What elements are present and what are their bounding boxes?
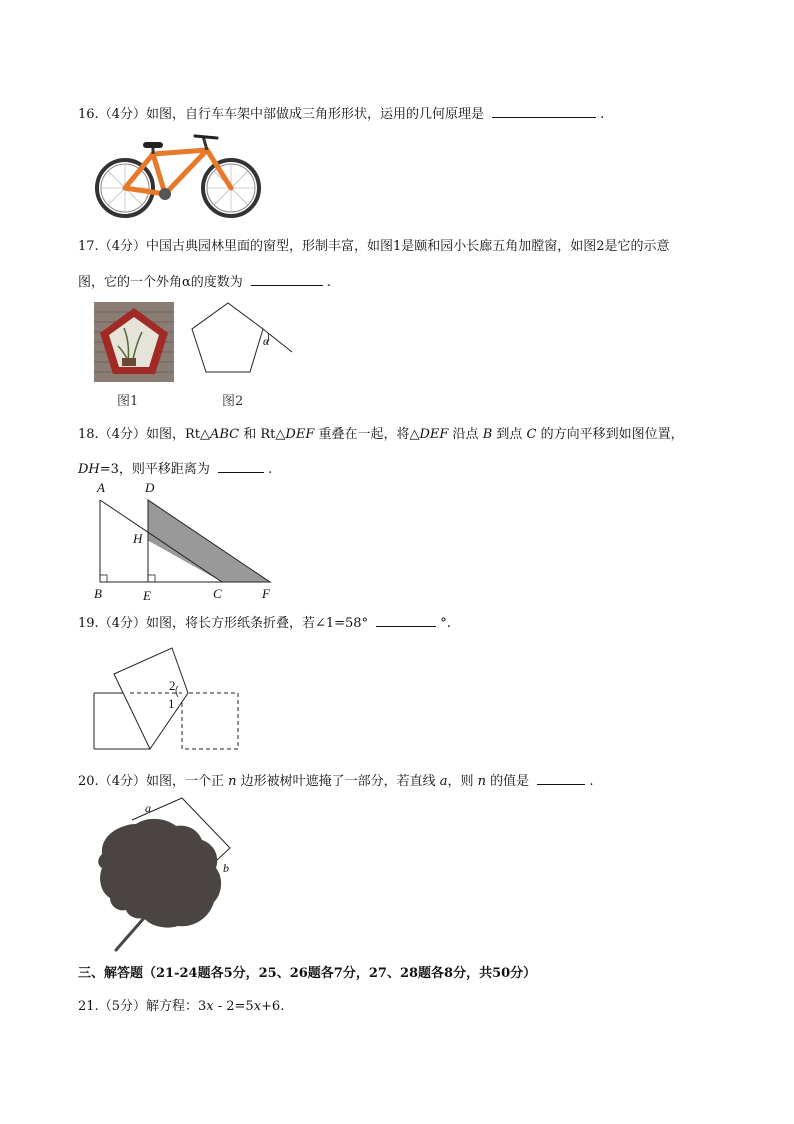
label-h: H xyxy=(133,531,143,546)
score: （4分） xyxy=(98,774,146,789)
line-a-label: a xyxy=(145,801,151,815)
figure-1-caption: 图1 xyxy=(117,394,139,409)
question-text: ，则 xyxy=(447,774,478,789)
period: . xyxy=(326,275,332,290)
question-text: +6. xyxy=(261,999,285,1014)
score: （5分） xyxy=(98,999,146,1014)
question-18-line-1 xyxy=(78,426,684,444)
angle-1-label: 1 xyxy=(168,696,175,711)
angle-2-label: 2 xyxy=(169,678,176,693)
label-f: F xyxy=(262,586,270,601)
question-text: 如图，自行车车架中部做成三角形形状，运用的几何原理是 xyxy=(145,107,484,122)
period: . xyxy=(600,107,605,122)
answer-blank xyxy=(218,458,264,473)
question-21 xyxy=(78,998,284,1016)
question-18-line-2 xyxy=(78,458,272,479)
question-text: 到点 xyxy=(492,427,527,442)
answer-blank xyxy=(537,770,585,785)
point-b: B xyxy=(482,427,493,442)
question-text: 解方程：3 xyxy=(145,999,207,1014)
question-number: 16. xyxy=(78,107,99,122)
question-text: 图，它的一个外角α的度数为 xyxy=(78,275,243,290)
question-text: 沿点 xyxy=(448,427,483,442)
section-3-heading: 三、解答题（21-24题各5分，25、26题各7分，27、28题各8分，共50分） xyxy=(78,966,537,981)
segment-dh: DH xyxy=(78,462,100,477)
variable-a: a xyxy=(439,774,448,789)
score: （4分） xyxy=(98,239,146,254)
label-e: E xyxy=(143,588,151,603)
question-number: 17. xyxy=(78,239,99,254)
period: . xyxy=(446,616,451,631)
label-c: C xyxy=(213,586,222,601)
score: （4分） xyxy=(98,616,146,631)
question-text: =3，则平移距离为 xyxy=(99,462,210,477)
label-d: D xyxy=(145,480,155,495)
question-19 xyxy=(78,612,451,633)
question-text: 如图，Rt△ xyxy=(145,427,210,442)
period: . xyxy=(268,462,273,477)
question-number: 20. xyxy=(78,774,99,789)
triangle-def: DEF xyxy=(285,427,315,442)
question-text: 的值是 xyxy=(486,774,530,789)
figure-2-caption: 图2 xyxy=(222,394,244,409)
period: . xyxy=(589,774,594,789)
score: （4分） xyxy=(98,427,146,442)
question-text: 的方向平移到如图位置， xyxy=(536,427,684,442)
triangle-def: DEF xyxy=(419,427,449,442)
question-17-line-1 xyxy=(78,238,670,256)
line-b-label: b xyxy=(223,861,229,875)
question-text: 和 Rt△ xyxy=(239,427,286,442)
score: （4分） xyxy=(98,107,146,122)
label-b: B xyxy=(94,586,102,601)
alpha-label: α xyxy=(263,334,270,348)
variable-x: x xyxy=(206,999,214,1014)
label-a: A xyxy=(97,480,105,495)
leaf-polygon-diagram xyxy=(92,794,242,954)
question-number: 18. xyxy=(78,427,99,442)
paper-fold-diagram xyxy=(92,646,242,752)
question-number: 19. xyxy=(78,616,99,631)
answer-blank xyxy=(376,612,436,627)
variable-n: n xyxy=(228,774,237,789)
question-16 xyxy=(78,103,604,124)
answer-blank xyxy=(492,103,596,118)
window-photo-figure xyxy=(94,302,174,382)
triangle-abc: ABC xyxy=(209,427,240,442)
variable-x: x xyxy=(253,999,262,1014)
question-text: 重叠在一起，将△ xyxy=(314,427,420,442)
point-c: C xyxy=(526,427,537,442)
question-17-line-2 xyxy=(78,271,331,292)
question-text: 如图，一个正 xyxy=(145,774,229,789)
question-text: 边形被树叶遮掩了一部分，若直线 xyxy=(236,774,440,789)
question-text: 中国古典园林里面的窗型，形制丰富，如图1是颐和园小长廊五角加膛窗，如图2是它的示意 xyxy=(145,239,670,254)
question-20 xyxy=(78,770,593,791)
question-text: - 2=5 xyxy=(213,999,254,1014)
answer-blank xyxy=(251,271,323,286)
question-text: 如图，将长方形纸条折叠，若∠1=58° xyxy=(145,616,369,631)
pentagon-diagram xyxy=(188,300,296,380)
translated-triangles-diagram xyxy=(94,494,276,586)
bicycle-figure xyxy=(95,128,263,222)
question-number: 21. xyxy=(78,999,99,1014)
degree-sign: ° xyxy=(440,616,447,631)
variable-n: n xyxy=(477,774,487,789)
